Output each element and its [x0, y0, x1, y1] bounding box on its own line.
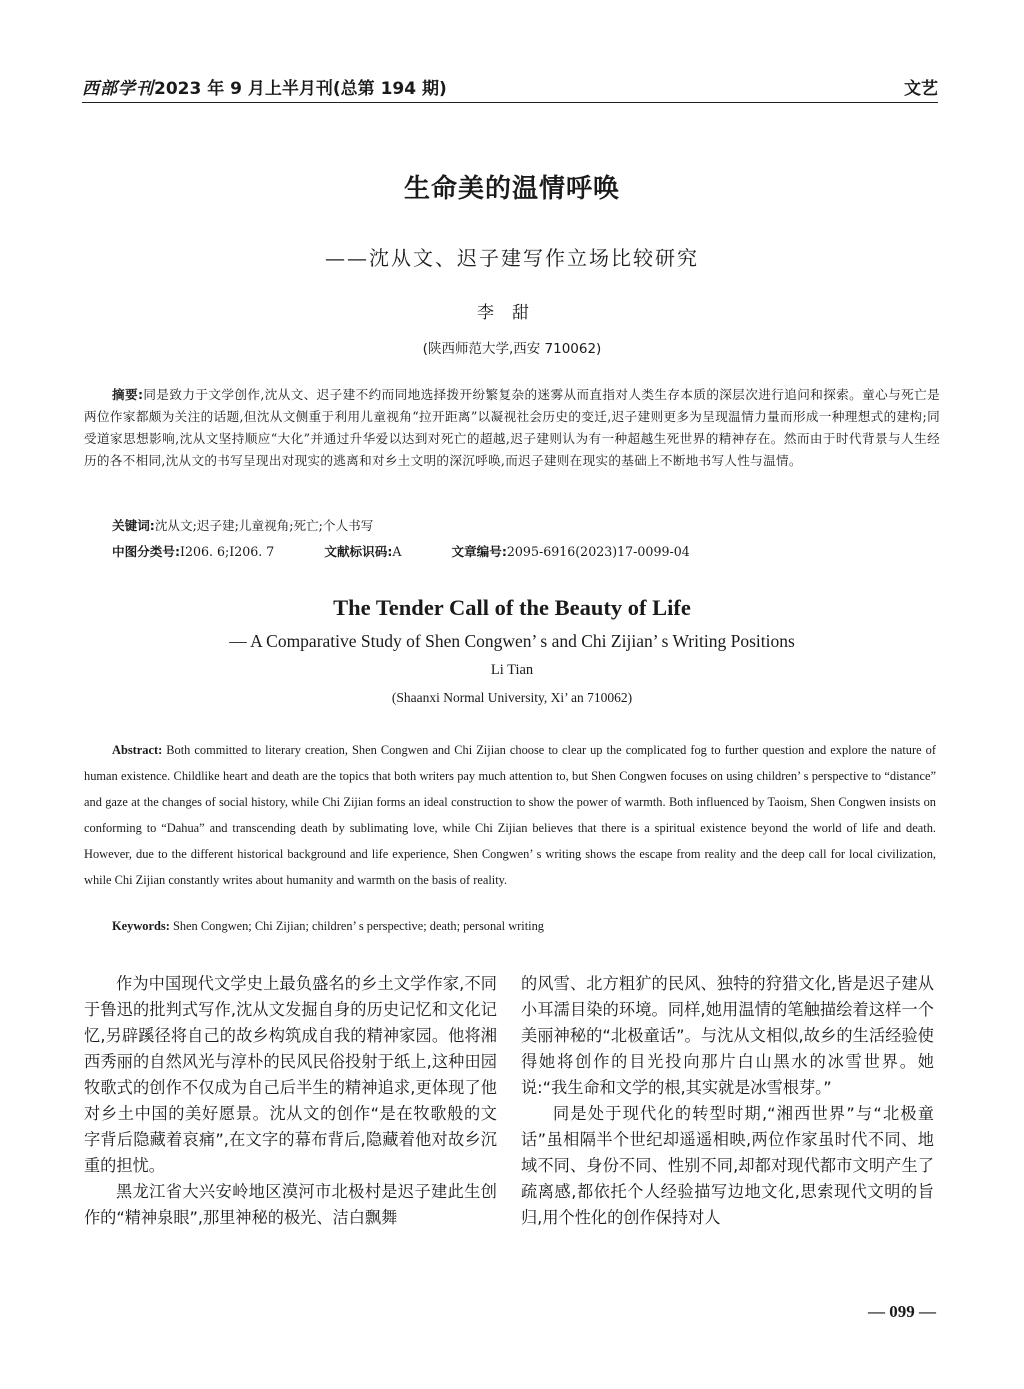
clc-label: 中图分类号: — [112, 544, 181, 559]
article-no-value: 2095-6916(2023)17-0099-04 — [506, 544, 690, 559]
title-cn: 生命美的温情呼唤 — [403, 174, 620, 204]
author-cn: 李甜 — [477, 303, 547, 323]
issue-info: 2023 年 9 月上半月刊(总第 194 期) — [154, 79, 447, 99]
body-paragraph: 黑龙江省大兴安岭地区漠河市北极村是迟子建此生创作的“精神泉眼”,那里神秘的极光、洁白飘舞 — [84, 1182, 497, 1227]
doc-code-value: A — [392, 544, 402, 559]
clc-item — [112, 544, 274, 559]
keywords-en-label: Keywords: — [112, 919, 170, 933]
page-number: — 099 — — [868, 1302, 936, 1321]
abstract-en — [84, 738, 936, 893]
article-no-label: 文章编号: — [451, 544, 507, 559]
doc-code-label: 文献标识码: — [324, 544, 393, 559]
body-paragraph: 的风雪、北方粗犷的民风、独特的狩猎文化,皆是迟子建从小耳濡目染的环境。同样,她用温情的笔触描绘着这样一个美丽神秘的“北极童话”。与沈从文相似,故乡的生活经验使得她将创作的目光投向那片白山黑水的冰雪世界。她说:“我生命和文学的根,其实就是冰雪根芽。” — [521, 974, 934, 1097]
abstract-en-text: Both committed to literary creation, Shen Congwen and Chi Zijian choose to clear up the complicated fog to further question and explore the nature of human existence. Childlike heart and death are the topics that both writers pay much attention to, but Shen Congwen focuses on using children’ s perspective to “distance” and gaze at the changes of social history, while Chi Zijian forms an ideal construction to show the power of warmth. Both influenced by Taoism, Shen Congwen insists on conforming to “Dahua” and transcending death by sublimating love, while Chi Zijian believes that there is a spiritual existence beyond the world of life and death. However, due to the different historical background and life experience, Shen Congwen’ s writing shows the escape from reality and the deep call for local civilization, while Chi Zijian constantly writes about humanity and warmth on the basis of reality. — [84, 743, 936, 887]
title-en: The Tender Call of the Beauty of Life — [333, 595, 691, 620]
keywords-cn-text: 沈从文;迟子建;儿童视角;死亡;个人书写 — [154, 518, 374, 533]
article-no-item — [451, 544, 689, 559]
author-en: Li Tian — [490, 662, 534, 678]
journal-masthead — [82, 74, 447, 99]
keywords-en — [112, 919, 544, 934]
section-label: 文艺 — [904, 79, 938, 99]
abstract-cn-label: 摘要: — [112, 387, 144, 402]
subtitle-en: — A Comparative Study of Shen Congwen’ s and Chi Zijian’ s Writing Positions — [229, 631, 795, 651]
journal-logo: 西部学刊 — [82, 79, 154, 99]
affiliation-en: (Shaanxi Normal University, Xi’ an 710062) — [391, 690, 633, 705]
subtitle-cn: ——沈从文、迟子建写作立场比较研究 — [325, 246, 699, 270]
doc-code-item — [324, 544, 401, 559]
clc-value: I206. 6;I206. 7 — [180, 544, 275, 559]
body-column-left — [84, 971, 497, 1276]
body-paragraph: 同是处于现代化的转型时期,“湘西世界”与“北极童话”虽相隔半个世纪却遥遥相映,两位作家虽时代不同、地域不同、身份不同、性别不同,却都对现代都市文明产生了疏离感,都依托个人经验描写边地文化,思索现代文明的旨归,用个性化的创作保持对人 — [521, 1104, 934, 1227]
keywords-en-text: Shen Congwen; Chi Zijian; children’ s perspective; death; personal writing — [172, 919, 544, 933]
keywords-cn-label: 关键词: — [112, 518, 155, 533]
keywords-cn — [112, 515, 373, 534]
abstract-en-label: Abstract: — [112, 743, 163, 757]
body-column-right — [521, 971, 934, 1276]
abstract-cn — [84, 384, 940, 472]
classification-row — [112, 541, 690, 560]
abstract-cn-text: 同是致力于文学创作,沈从文、迟子建不约而同地选择拨开纷繁复杂的迷雾从而直指对人类生存本质的深层次进行追问和探索。童心与死亡是两位作家都颇为关注的话题,但沈从文侧重于利用儿童视角“拉开距离”以凝视社会历史的变迁,迟子建则更多为呈现温情力量而形成一种理想式的建构;同受道家思想影响,沈从文坚持顺应“大化”并通过升华爱以达到对死亡的超越,迟子建则认为有一种超越生死世界的精神存在。然而由于时代背景与人生经历的各不相同,沈从文的书写呈现出对现实的逃离和对乡土文明的深沉呼唤,而迟子建则在现实的基础上不断地书写人性与温情。 — [84, 387, 941, 468]
running-header — [82, 72, 938, 103]
body-paragraph: 作为中国现代文学史上最负盛名的乡土文学作家,不同于鲁迅的批判式写作,沈从文发掘自身的历史记忆和文化记忆,另辟蹊径将自己的故乡构筑成自我的精神家园。他将湘西秀丽的自然风光与淳朴的民风民俗投射于纸上,这种田园牧歌式的创作不仅成为自己后半生的精神追求,更体现了他对乡土中国的美好愿景。沈从文的创作“是在牧歌般的文字背后隐藏着哀痛”,在文字的幕布背后,隐藏着他对故乡沉重的担忧。 — [84, 974, 497, 1175]
affiliation-cn: (陕西师范大学,西安 710062) — [422, 341, 602, 357]
